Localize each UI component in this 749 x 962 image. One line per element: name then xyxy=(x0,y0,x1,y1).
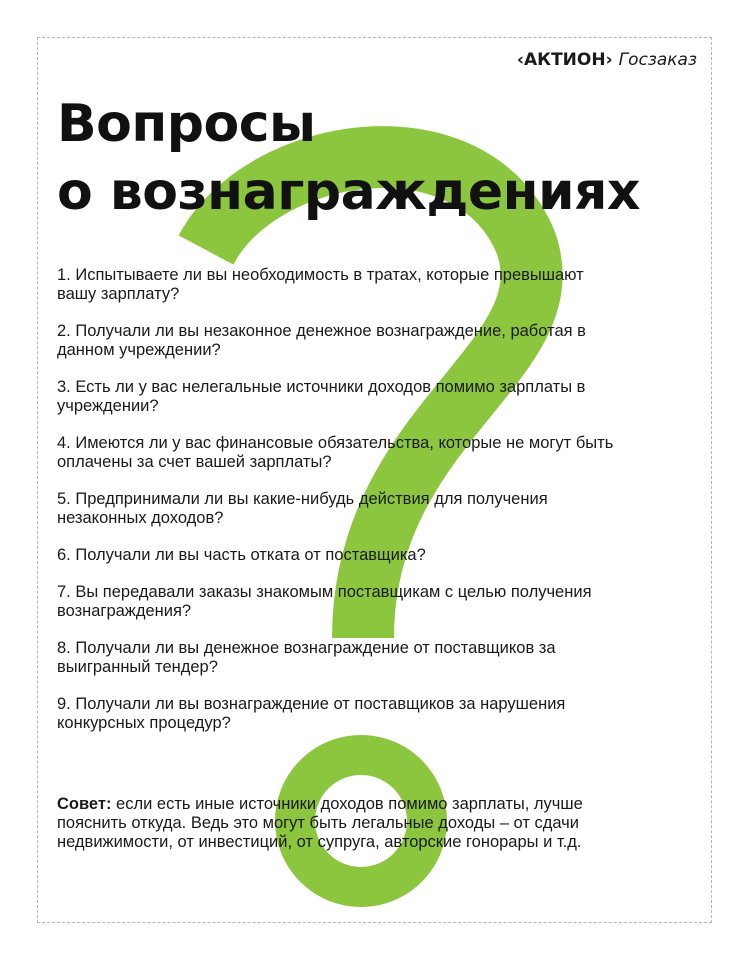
tip-text: если есть иные источники доходов помимо зарплаты, лучше пояснить откуда. Ведь это могут быть легальные доходы – от сдачи недвижимости, от инвестиций, от супруга, авторские гонорары и т.д. xyxy=(57,795,583,851)
title-line-2: о вознаграждениях xyxy=(57,162,640,222)
question-item: 4. Имеются ли у вас финансовые обязательства, которые не могут быть оплачены за счет вашей зарплаты? xyxy=(57,434,614,471)
question-item: 9. Получали ли вы вознаграждение от поставщиков за нарушения конкурсных процедур? xyxy=(57,695,566,732)
question-item: 3. Есть ли у вас нелегальные источники доходов помимо зарплаты в учреждении? xyxy=(57,378,586,415)
brand-logo xyxy=(517,50,697,70)
question-item: 8. Получали ли вы денежное вознаграждение от поставщиков за выигранный тендер? xyxy=(57,639,556,676)
question-item: 6. Получали ли вы часть отката от поставщика? xyxy=(57,546,426,564)
question-item: 5. Предпринимали ли вы какие-нибудь действия для получения незаконных доходов? xyxy=(57,490,548,527)
brand-name: ‹АКТИОН› xyxy=(517,50,613,70)
brand-product: Госзаказ xyxy=(618,50,697,70)
title-line-1: Вопросы xyxy=(57,94,316,154)
question-list xyxy=(57,266,617,751)
tip-paragraph xyxy=(57,795,617,852)
tip-label: Совет: xyxy=(57,795,112,813)
question-item: 1. Испытываете ли вы необходимость в тратах, которые превышают вашу зарплату? xyxy=(57,266,584,303)
poster xyxy=(37,37,712,923)
question-item: 7. Вы передавали заказы знакомым поставщикам с целью получения вознаграждения? xyxy=(57,583,592,620)
page-title xyxy=(57,90,640,226)
question-item: 2. Получали ли вы незаконное денежное вознаграждение, работая в данном учреждении? xyxy=(57,322,586,359)
